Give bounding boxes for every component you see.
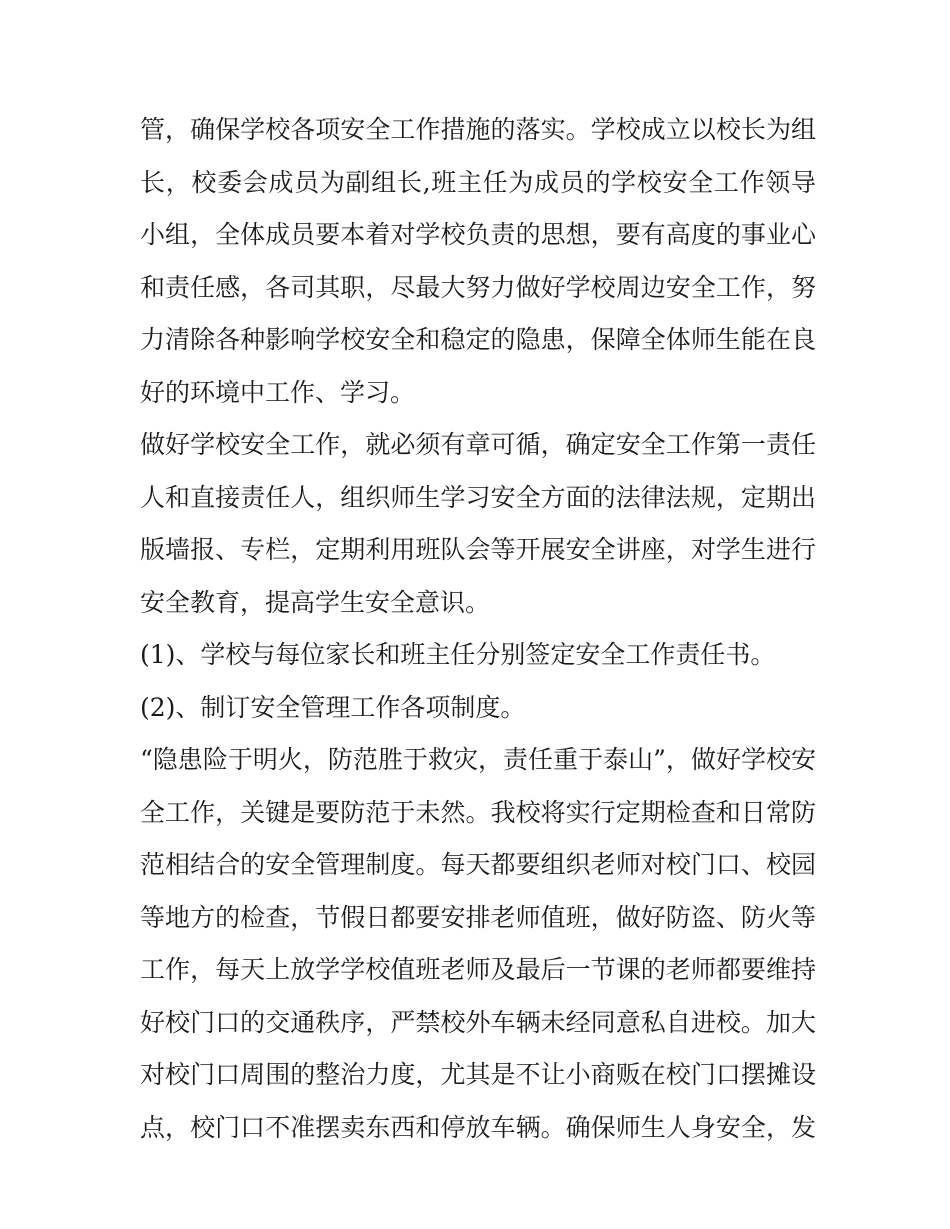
- text-line: 人和直接责任人，组织师生学习安全方面的法律法规，定期出: [140, 482, 816, 512]
- text-line: 范相结合的安全管理制度。每天都要组织老师对校门口、校园: [140, 850, 816, 879]
- text-line: 等地方的检查，节假日都要安排老师值班，做好防盗、防火等: [140, 902, 816, 932]
- list-item-management-system: [140, 682, 816, 735]
- text-line: 安全教育，提高学生安全意识。: [140, 587, 491, 617]
- text-line: 小组，全体成员要本着对学校负责的思想，要有高度的事业心: [140, 220, 816, 249]
- text-line: 版墙报、专栏，定期利用班队会等开展安全讲座，对学生进行: [140, 535, 816, 564]
- document-body: [140, 104, 816, 1154]
- text-line: 管，确保学校各项安全工作措施的落实。学校成立以校长为组: [140, 115, 816, 144]
- text-line: 和责任感，各司其职，尽最大努力做好学校周边安全工作，努: [140, 272, 816, 302]
- text-line: (1)、学校与每位家长和班主任分别签定安全工作责任书。: [140, 640, 776, 669]
- list-item-responsibility-letter: [140, 629, 816, 682]
- paragraph-prevention: [140, 734, 816, 1154]
- text-line: 全工作，关键是要防范于未然。我校将实行定期检查和日常防: [140, 797, 816, 827]
- text-line: 工作，每天上放学学校值班老师及最后一节课的老师都要维持: [140, 955, 816, 984]
- text-line: 力清除各种影响学校安全和稳定的隐患，保障全体师生能在良: [140, 325, 816, 354]
- text-line: 做好学校安全工作，就必须有章可循，确定安全工作第一责任: [140, 430, 816, 459]
- paragraph-safety-rules: [140, 419, 816, 629]
- text-line: 对校门口周围的整治力度，尤其是不让小商贩在校门口摆摊设: [140, 1060, 816, 1089]
- text-line: 好校门口的交通秩序，严禁校外车辆未经同意私自进校。加大: [140, 1007, 816, 1037]
- text-line: 好的环境中工作、学习。: [140, 377, 416, 407]
- text-line: 点，校门口不准摆卖东西和停放车辆。确保师生人身安全，发: [140, 1112, 816, 1142]
- text-line: (2)、制订安全管理工作各项制度。: [140, 692, 526, 722]
- paragraph-safety-leadership: [140, 104, 816, 419]
- text-line: 长，校委会成员为副组长,班主任为成员的学校安全工作领导: [140, 167, 816, 197]
- text-line: “隐患险于明火，防范胜于救灾，责任重于泰山”，做好学校安: [140, 745, 816, 774]
